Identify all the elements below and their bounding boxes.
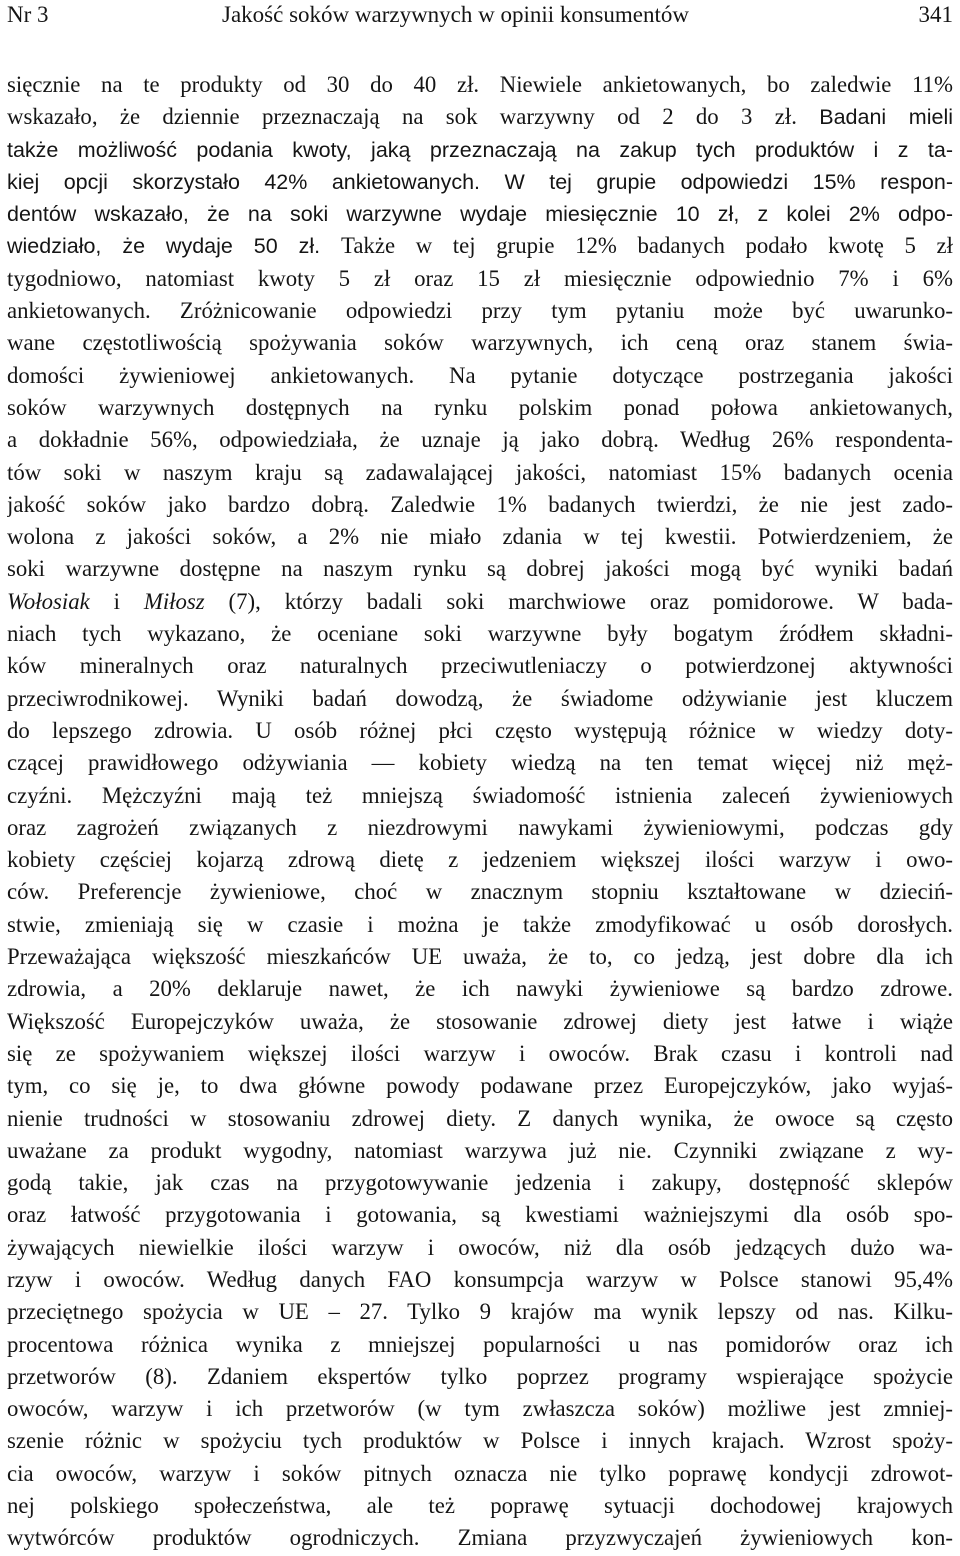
text-run: kobiety częściej kojarzą zdrową dietę z jedzeniem większej ilości warzyw i owo- (7, 847, 953, 873)
text-run: procentowa różnica wynika z mniejszej popularności u nas pomidorów oraz ich (7, 1331, 953, 1357)
text-run: do lepszego zdrowia. U osób różnej płci często występują różnice w wiedzy doty- (7, 717, 953, 743)
text-run: czyźni. Mężczyźni mają też mniejszą świadomość istnienia zaleceń żywieniowych (7, 782, 953, 808)
text-run: wolona z jakości soków, a 2% nie miało zdania w tej kwestii. Potwierdzeniem, że (7, 524, 953, 550)
text-run: przeciętnego spożycia w UE – 27. Tylko 9 krajów ma wynik lepszy od nas. Kilku- (7, 1299, 953, 1325)
running-title: Jakość soków warzywnych w opinii konsumentów (222, 2, 689, 27)
text-run: i (89, 588, 144, 614)
text-line (7, 489, 953, 521)
text-line (7, 973, 953, 1005)
text-line (7, 1490, 953, 1522)
text-run: (7), którzy badali soki marchwiowe oraz pomidorowe. W bada- (204, 588, 953, 614)
text-run: wane częstotliwością spożywania soków warzywnych, ich ceną oraz stanem świa- (7, 330, 953, 356)
text-run: W tej grupie odpowiedzi 15% respon- (504, 169, 953, 194)
text-line (7, 909, 953, 941)
text-line (7, 360, 953, 392)
text-line (7, 553, 953, 585)
text-line (7, 1329, 953, 1361)
text-line (7, 521, 953, 553)
text-line (7, 1458, 953, 1490)
text-run: ków mineralnych oraz naturalnych przeciwutleniaczy o potwierdzonej aktywności (7, 653, 953, 679)
author-name: Miłosz (143, 588, 205, 614)
text-run: soków warzywnych dostępnych na rynku polskim ponad połowa ankietowanych, (7, 394, 953, 420)
text-line (7, 295, 953, 327)
text-run: Większość Europejczyków uważa, że stosowanie zdrowej diety jest łatwe i wiąże (7, 1008, 953, 1034)
text-run: ankietowanych. Zróżnicowanie odpowiedzi przy tym pytaniu może być uwarunko- (7, 298, 953, 324)
text-line (7, 844, 953, 876)
running-header (7, 0, 953, 32)
text-run: cia owoców, warzyw i soków pitnych oznacza nie tylko poprawę kondycji zdrowot- (7, 1460, 953, 1486)
text-run: przeciwrodnikowej. Wyniki badań dowodzą, że świadome odżywianie jest kluczem (7, 685, 953, 711)
text-line (7, 392, 953, 424)
text-line (7, 1361, 953, 1393)
text-line (7, 198, 953, 230)
text-run: nienie trudności w stosowaniu zdrowej diety. Z danych wynika, że owoce są często (7, 1105, 953, 1131)
text-line (7, 812, 953, 844)
page-number: 341 (918, 2, 953, 27)
text-run: tów soki w naszym kraju są zadawalającej jakości, natomiast 15% badanych ocenia (7, 459, 953, 485)
author-name: Wołosiak (7, 588, 90, 614)
text-run: wytwórców produktów ogrodniczych. Zmiana przyzwyczajeń żywieniowych kon- (7, 1525, 953, 1551)
text-line (7, 586, 953, 618)
text-line (7, 780, 953, 812)
text-run: sięcznie na te produkty od 30 do 40 zł. Niewiele ankietowanych, bo zaledwie 11% (7, 72, 953, 97)
text-run: jakość soków jako bardzo dobrą. Zaledwie 1% badanych twierdzi, że nie jest zado- (7, 491, 953, 517)
text-run: Także w tej grupie 12% badanych podało kwotę 5 zł (340, 233, 953, 259)
text-line (7, 424, 953, 456)
text-line (7, 1167, 953, 1199)
text-run: a dokładnie 56%, odpowiedziała, że uznaje ją jako dobrą. Według 26% respondenta- (7, 427, 953, 453)
text-line (7, 457, 953, 489)
text-line (7, 618, 953, 650)
text-run: soki warzywne dostępne na naszym rynku są dobrej jakości mogą być wyniki badań (7, 556, 953, 582)
text-run: zdrowia, a 20% deklaruje nawet, że ich nawyki żywieniowe są bardzo zdrowe. (7, 976, 953, 1002)
text-run: szenie różnic w spożyciu tych produktów w Polsce i innych krajach. Wzrost spoży- (7, 1428, 953, 1454)
text-run: wskazało, że dziennie przeznaczają na sok warzywny od 2 do 3 zł. (7, 104, 820, 130)
text-line (7, 1038, 953, 1070)
text-line (7, 263, 953, 295)
text-run: rzyw i owoców. Według danych FAO konsumpcja warzyw w Polsce stanowi 95,4% (7, 1266, 953, 1292)
text-run: przetworów (8). Zdaniem ekspertów tylko poprzez programy wspierające spożycie (7, 1363, 953, 1389)
text-line (7, 69, 953, 101)
text-line (7, 1296, 953, 1328)
issue-number: Nr 3 (7, 2, 49, 27)
text-run: kiej opcji skorzystało 42% ankietowanych. (7, 169, 505, 194)
text-run: tygodniowo, natomiast kwoty 5 zł oraz 15 zł miesięcznie odpowiednio 7% i 6% (7, 265, 953, 291)
text-run: ców. Preferencje żywieniowe, choć w znacznym stopniu kształtowane w dzieciń- (7, 879, 953, 905)
text-line (7, 1070, 953, 1102)
text-run: godą takie, jak czas na przygotowywanie jedzenia i zakupy, dostępność sklepów (7, 1170, 953, 1196)
text-run: Badani mieli (819, 105, 953, 130)
text-run: uważane za produkt wygodny, natomiast warzywa już nie. Czynniki związane z wy- (7, 1137, 953, 1163)
text-line (7, 1199, 953, 1231)
text-line (7, 715, 953, 747)
text-line (7, 650, 953, 682)
text-line (7, 166, 953, 198)
text-line (7, 134, 953, 166)
text-line (7, 1103, 953, 1135)
text-line (7, 230, 953, 262)
text-line (7, 747, 953, 779)
text-run: czącej prawidłowego odżywiania — kobiety wiedzą na ten temat więcej niż męż- (7, 750, 953, 776)
text-run: domości żywieniowej ankietowanych. Na pytanie dotyczące postrzegania jakości (7, 362, 953, 388)
text-run: niach tych wykazano, że oceniane soki warzywne były bogatym źródłem składni- (7, 621, 953, 647)
text-line (7, 1232, 953, 1264)
text-run: owoców, warzyw i ich przetworów (w tym zwłaszcza soków) możliwe jest zmniej- (7, 1396, 953, 1422)
text-line (7, 1425, 953, 1457)
text-run: oraz zagrożeń związanych z niezdrowymi nawykami żywieniowymi, podczas gdy (7, 814, 953, 840)
text-line (7, 1135, 953, 1167)
text-line (7, 327, 953, 359)
text-line (7, 1264, 953, 1296)
text-line (7, 1522, 953, 1554)
text-line (7, 941, 953, 973)
text-line (7, 683, 953, 715)
text-line (7, 101, 953, 133)
text-run: wiedziało, że wydaje 50 zł. (7, 234, 341, 259)
text-run: się ze spożywaniem większej ilości warzyw i owoców. Brak czasu i kontroli nad (7, 1040, 953, 1066)
text-line (7, 1393, 953, 1425)
text-line (7, 876, 953, 908)
text-run: dentów wskazało, że na soki warzywne wydaje miesięcznie 10 zł, z kolei 2% odpo- (7, 202, 953, 227)
text-run: żywających niewielkie ilości warzyw i owoców, niż dla osób jedzących dużo wa- (7, 1234, 953, 1260)
text-run: stwie, zmieniają się w czasie i można je także zmodyfikować u osób dorosłych. (7, 911, 953, 937)
text-run: także możliwość podania kwoty, jaką przeznaczają na zakup tych produktów i z ta- (7, 137, 953, 162)
text-run: tym, co się je, to dwa główne powody podawane przez Europejczyków, jako wyjaś- (7, 1073, 953, 1099)
body-text (7, 69, 953, 1555)
text-run: nej polskiego społeczeństwa, ale też poprawę sytuacji dochodowej krajowych (7, 1493, 953, 1519)
text-line (7, 1006, 953, 1038)
text-run: oraz łatwość przygotowania i gotowania, są kwestiami ważniejszymi dla osób spo- (7, 1202, 953, 1228)
text-run: Przeważająca większość mieszkańców UE uważa, że to, co jedzą, jest dobre dla ich (7, 944, 953, 970)
